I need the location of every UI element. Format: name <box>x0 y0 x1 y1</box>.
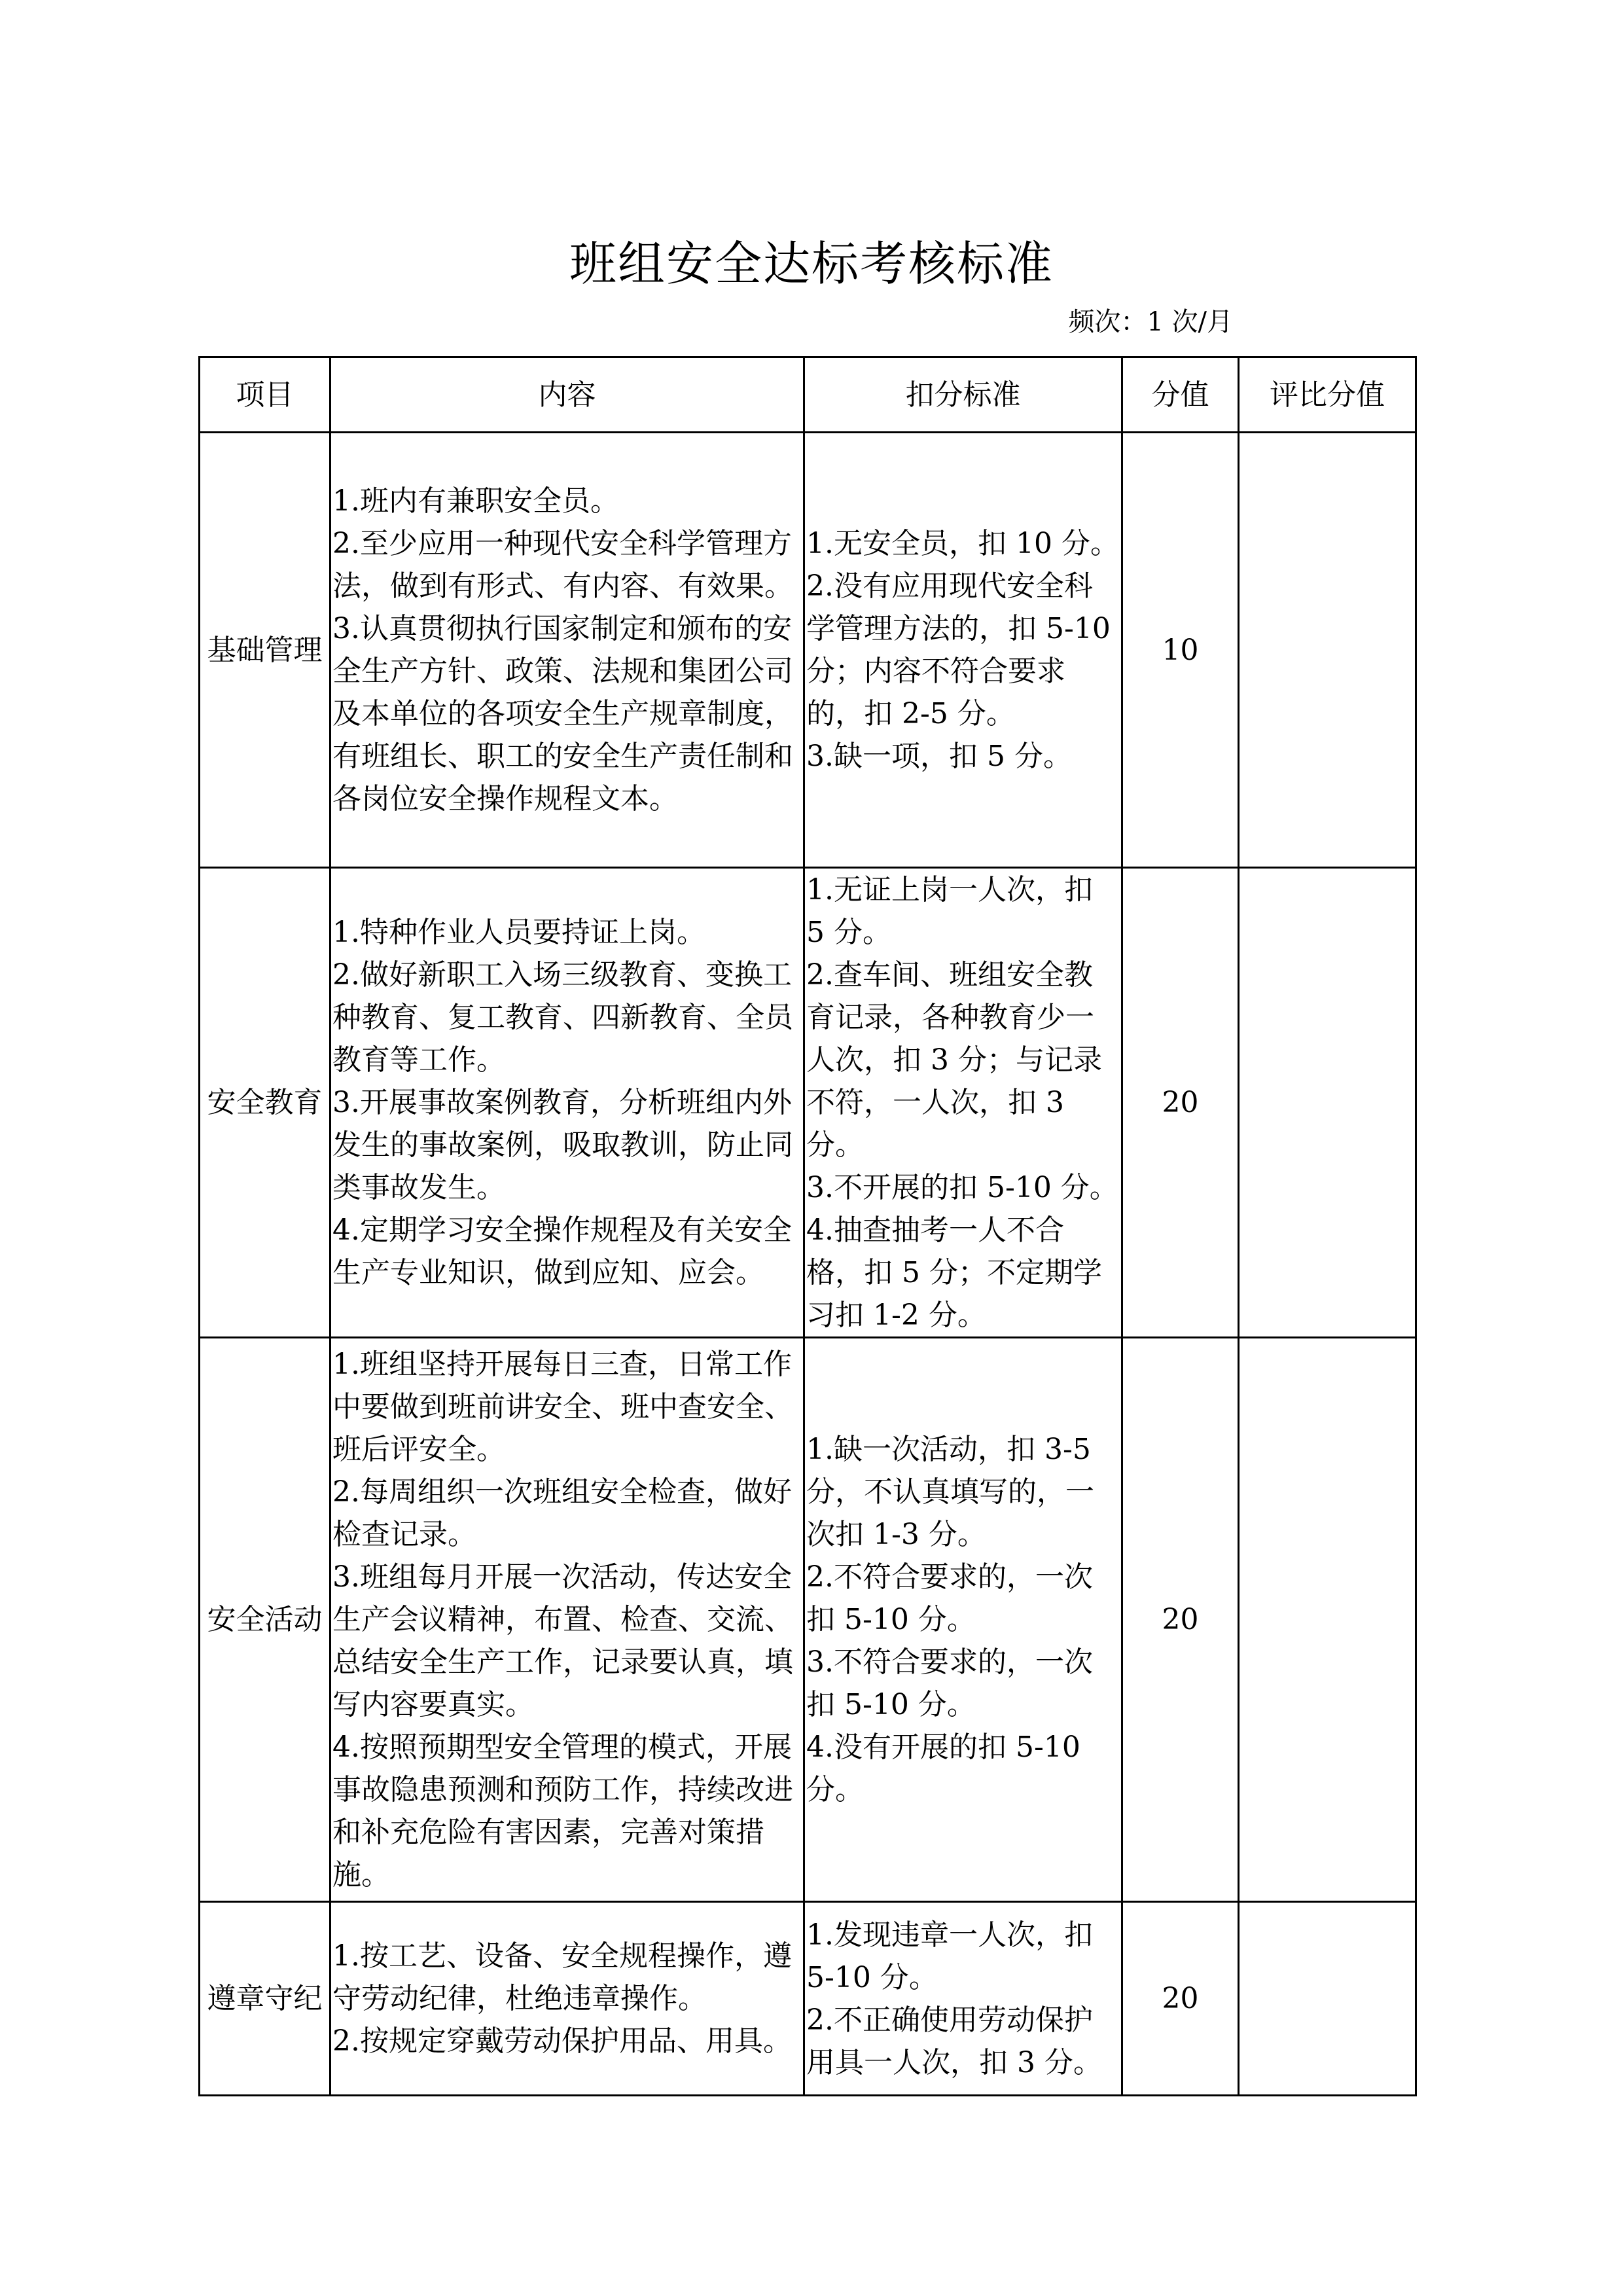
row-content <box>330 433 804 868</box>
row-content <box>330 1338 804 1902</box>
deduction-line: 2.没有应用现代安全科学管理方法的，扣 5-10 分；内容不符合要求的，扣 2-5 分。 <box>806 569 1111 730</box>
frequency-label: 频次：1 次/月 <box>1068 307 1233 337</box>
row-score: 20 <box>1122 1902 1239 2096</box>
deduction-line: 2.查车间、班组安全教育记录，各种教育少一人次，扣 3 分；与记录不符，一人次，扣 3 分。 <box>806 958 1102 1162</box>
content-line: 1.班内有兼职安全员。 <box>332 484 619 518</box>
deduction-line: 1.发现违章一人次，扣 5-10 分。 <box>806 1918 1093 1994</box>
content-line: 1.特种作业人员要持证上岗。 <box>332 916 705 949</box>
header-item: 项目 <box>200 357 330 433</box>
row-rating <box>1239 1338 1416 1902</box>
row-rating <box>1239 433 1416 868</box>
table-row <box>200 1902 1416 2096</box>
row-deduction <box>804 433 1122 868</box>
deduction-line: 3.缺一项，扣 5 分。 <box>806 740 1072 773</box>
table-row <box>200 868 1416 1338</box>
row-item: 遵章守纪 <box>200 1902 330 2096</box>
content-line: 2.按规定穿戴劳动保护用品、用具。 <box>332 2024 792 2058</box>
content-line: 2.做好新职工入场三级教育、变换工种教育、复工教育、四新教育、全员教育等工作。 <box>332 958 793 1077</box>
content-line: 4.按照预期型安全管理的模式，开展事故隐患预测和预防工作，持续改进和补充危险有害因素，完善对策措施。 <box>332 1731 793 1892</box>
header-deduction: 扣分标准 <box>804 357 1122 433</box>
row-deduction <box>804 1902 1122 2096</box>
row-score: 20 <box>1122 1338 1239 1902</box>
content-line: 3.班组每月开展一次活动，传达安全生产会议精神，布置、检查、交流、总结安全生产工作，记录要认真，填写内容要真实。 <box>332 1560 793 1721</box>
deduction-line: 3.不开展的扣 5-10 分。 <box>806 1171 1118 1204</box>
table-row <box>200 433 1416 868</box>
table-header-row <box>200 357 1416 433</box>
row-deduction <box>804 1338 1122 1902</box>
content-line: 3.开展事故案例教育，分析班组内外发生的事故案例，吸取教训，防止同类事故发生。 <box>332 1086 793 1204</box>
header-score: 分值 <box>1122 357 1239 433</box>
deduction-line: 2.不正确使用劳动保护用具一人次，扣 3 分。 <box>806 2003 1102 2079</box>
deduction-line: 4.抽查抽考一人不合格，扣 5 分；不定期学习扣 1-2 分。 <box>806 1213 1102 1332</box>
content-line: 3.认真贯彻执行国家制定和颁布的安全生产方针、政策、法规和集团公司及本单位的各项安全生产规章制度，有班组长、职工的安全生产责任制和各岗位安全操作规程文本。 <box>332 612 793 816</box>
row-score: 10 <box>1122 433 1239 868</box>
assessment-table <box>198 356 1417 2096</box>
table-row <box>200 1338 1416 1902</box>
deduction-line: 1.无证上岗一人次，扣 5 分。 <box>806 873 1093 949</box>
deduction-line: 4.没有开展的扣 5-10 分。 <box>806 1731 1080 1806</box>
row-score: 20 <box>1122 868 1239 1338</box>
row-content <box>330 868 804 1338</box>
row-deduction <box>804 868 1122 1338</box>
content-line: 2.至少应用一种现代安全科学管理方法，做到有形式、有内容、有效果。 <box>332 527 793 603</box>
row-item: 基础管理 <box>200 433 330 868</box>
content-line: 1.按工艺、设备、安全规程操作，遵守劳动纪律，杜绝违章操作。 <box>332 1939 792 2015</box>
content-line: 1.班组坚持开展每日三查，日常工作中要做到班前讲安全、班中查安全、班后评安全。 <box>332 1348 793 1466</box>
row-item: 安全活动 <box>200 1338 330 1902</box>
content-line: 4.定期学习安全操作规程及有关安全生产专业知识，做到应知、应会。 <box>332 1213 792 1289</box>
row-item: 安全教育 <box>200 868 330 1338</box>
deduction-line: 2.不符合要求的，一次扣 5-10 分。 <box>806 1560 1093 1636</box>
content-line: 2.每周组织一次班组安全检查，做好检查记录。 <box>332 1475 792 1551</box>
deduction-line: 3.不符合要求的，一次扣 5-10 分。 <box>806 1645 1093 1721</box>
header-content: 内容 <box>330 357 804 433</box>
header-rating: 评比分值 <box>1239 357 1416 433</box>
document-title: 班组安全达标考核标准 <box>569 236 1054 291</box>
deduction-line: 1.无安全员，扣 10 分。 <box>806 527 1119 560</box>
row-rating <box>1239 868 1416 1338</box>
row-rating <box>1239 1902 1416 2096</box>
deduction-line: 1.缺一次活动，扣 3-5 分，不认真填写的，一次扣 1-3 分。 <box>806 1433 1094 1551</box>
row-content <box>330 1902 804 2096</box>
